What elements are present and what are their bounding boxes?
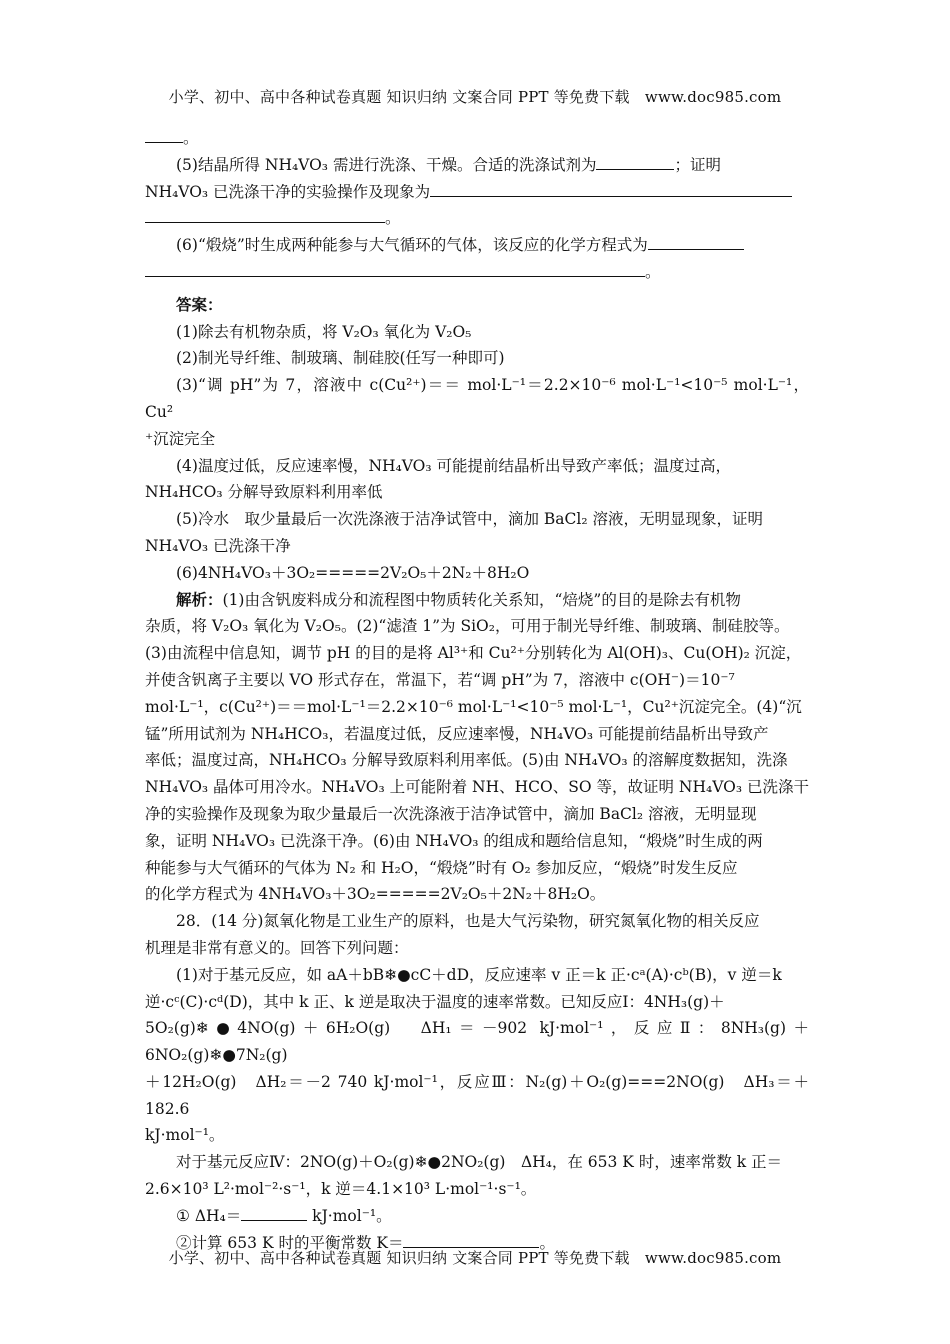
question-28-part1: (1)对于基元反应，如 aA＋bB❄●cC＋dD，反应速率 v 正＝k 正·cᵃ(A)·cᵇ(B)，v 逆＝k <box>176 965 782 984</box>
question-6-blank: 。 <box>145 259 809 286</box>
question-28-line: 2.6×10³ L²·mol⁻²·s⁻¹，k 逆＝4.1×10³ L·mol⁻¹·s⁻¹。 <box>145 1180 537 1199</box>
explanation-line: (3)由流程中信息知，调节 pH 的目的是将 Al³⁺和 Cu²⁺分别转化为 Al(OH)₃、Cu(OH)₂ 沉淀， <box>145 644 802 663</box>
question-28: 28．(14 分)氮氧化物是工业生产的原料，也是大气污染物，研究氮氧化物的相关反应 <box>176 912 760 931</box>
explanation-line: 象，证明 NH₄VO₃ 已洗涤干净。(6)由 NH₄VO₃ 的组成和题给信息知，“煅烧”时生成的两 <box>145 831 763 850</box>
question-28-reaction-4: 对于基元反应Ⅳ：2NO(g)＋O₂(g)❄●2NO₂(g) ΔH₄，在 653 K 时，速率常数 k 正＝ <box>176 1153 783 1172</box>
answer-3: (3)“调 pH”为 7，溶液中 c(Cu²⁺)＝＝ mol·L⁻¹＝2.2×10⁻⁶ mol·L⁻¹<10⁻⁵ mol·L⁻¹，Cu² <box>145 376 809 421</box>
question-28-sub2: ②计算 653 K 时的平衡常数 K＝ 。 <box>145 1230 809 1257</box>
page-footer: 小学、初中、高中各种试卷真题 知识归纳 文案合同 PPT 等免费下载 www.doc985.com <box>168 1249 782 1267</box>
answer-blank-line: 。 <box>145 125 809 152</box>
answer-2: (2)制光导纤维、制玻璃、制硅胶(任写一种即可) <box>176 349 505 368</box>
question-6: (6)“煅烧”时生成两种能参与大气循环的气体，该反应的化学方程式为 <box>145 232 809 259</box>
question-28-sub1: ① ΔH₄＝ kJ·mol⁻¹。 <box>145 1203 809 1230</box>
answer-1: (1)除去有机物杂质，将 V₂O₃ 氧化为 V₂O₅ <box>176 322 472 341</box>
explanation-line: NH₄VO₃ 晶体可用冷水。NH₄VO₃ 上可能附着 NH、HCO、SO 等，故证明 NH₄VO₃ 已洗涤干 <box>145 778 809 797</box>
document-body <box>145 125 809 1256</box>
question-5-blank: 。 <box>145 205 809 232</box>
explanation-line: 锰”所用试剂为 NH₄HCO₃，若温度过低，反应速率慢，NH₄VO₃ 可能提前结晶析出导致产 <box>145 724 769 743</box>
explanation-line: 并使含钒离子主要以 VO 形式存在，常温下，若“调 pH”为 7，溶液中 c(OH⁻)＝10⁻⁷ <box>145 670 735 689</box>
answer-5: (5)冷水 取少量最后一次洗涤液于洁净试管中，滴加 BaCl₂ 溶液，无明显现象，证明 <box>176 510 763 529</box>
question-28-line: kJ·mol⁻¹。 <box>145 1126 225 1145</box>
explanation-line: 的化学方程式为 4NH₄VO₃＋3O₂=====2V₂O₅＋2N₂＋8H₂O。 <box>145 885 606 904</box>
page-header: 小学、初中、高中各种试卷真题 知识归纳 文案合同 PPT 等免费下载 www.doc985.com <box>168 88 782 106</box>
answer-title: 答案： <box>176 294 223 314</box>
question-28-line: 机理是非常有意义的。回答下列问题： <box>145 938 409 957</box>
answer-4-cont: NH₄HCO₃ 分解导致原料利用率低 <box>145 483 383 502</box>
answer-5-cont: NH₄VO₃ 已洗涤干净 <box>145 536 291 555</box>
explanation-line: 种能参与大气循环的气体为 N₂ 和 H₂O，“煅烧”时有 O₂ 参加反应，“煅烧”时发生反应 <box>145 858 738 877</box>
question-28-line: 逆·cᶜ(C)·cᵈ(D)，其中 k 正、k 逆是取决于温度的速率常数。已知反应Ⅰ：4NH₃(g)＋ <box>145 992 725 1011</box>
explanation-line: 净的实验操作及现象为取少量最后一次洗涤液于洁净试管中，滴加 BaCl₂ 溶液，无明显现 <box>145 804 757 823</box>
explanation-line: 率低；温度过高，NH₄HCO₃ 分解导致原料利用率低。(5)由 NH₄VO₃ 的溶解度数据知，洗涤 <box>145 751 788 770</box>
explanation-line: mol·L⁻¹，c(Cu²⁺)＝＝mol·L⁻¹＝2.2×10⁻⁶ mol·L⁻¹<10⁻⁵ mol·L⁻¹，Cu²⁺沉淀完全。(4)“沉 <box>145 697 802 716</box>
explanation: 解析：(1)由含钒废料成分和流程图中物质转化关系知，“焙烧”的目的是除去有机物 <box>176 589 741 609</box>
explanation-line: 杂质，将 V₂O₃ 氧化为 V₂O₅。(2)“滤渣 1”为 SiO₂，可用于制光导纤维、制玻璃、制硅胶等。 <box>145 617 790 636</box>
question-5-cont: NH₄VO₃ 已洗涤干净的实验操作及现象为 <box>145 179 809 206</box>
question-28-line: 5O₂(g)❄●4NO(g)＋6H₂O(g) ΔH₁＝－902 kJ·mol⁻¹，反应Ⅱ：8NH₃(g)＋6NO₂(g)❄●7N₂(g) <box>145 1019 809 1065</box>
answer-4: (4)温度过低，反应速率慢，NH₄VO₃ 可能提前结晶析出导致产率低；温度过高， <box>176 456 732 475</box>
answer-6: (6)4NH₄VO₃＋3O₂=====2V₂O₅＋2N₂＋8H₂O <box>176 563 530 582</box>
question-5: (5)结晶所得 NH₄VO₃ 需进行洗涤、干燥。合适的洗涤试剂为 ；证明 <box>145 152 809 179</box>
explanation-label: 解析： <box>176 589 223 609</box>
question-28-line: ＋12H₂O(g) ΔH₂＝－2 740 kJ·mol⁻¹，反应Ⅲ：N₂(g)＋O₂(g)===2NO(g) ΔH₃＝＋182.6 <box>145 1072 809 1118</box>
answer-3-cont: ⁺沉淀完全 <box>145 429 216 448</box>
